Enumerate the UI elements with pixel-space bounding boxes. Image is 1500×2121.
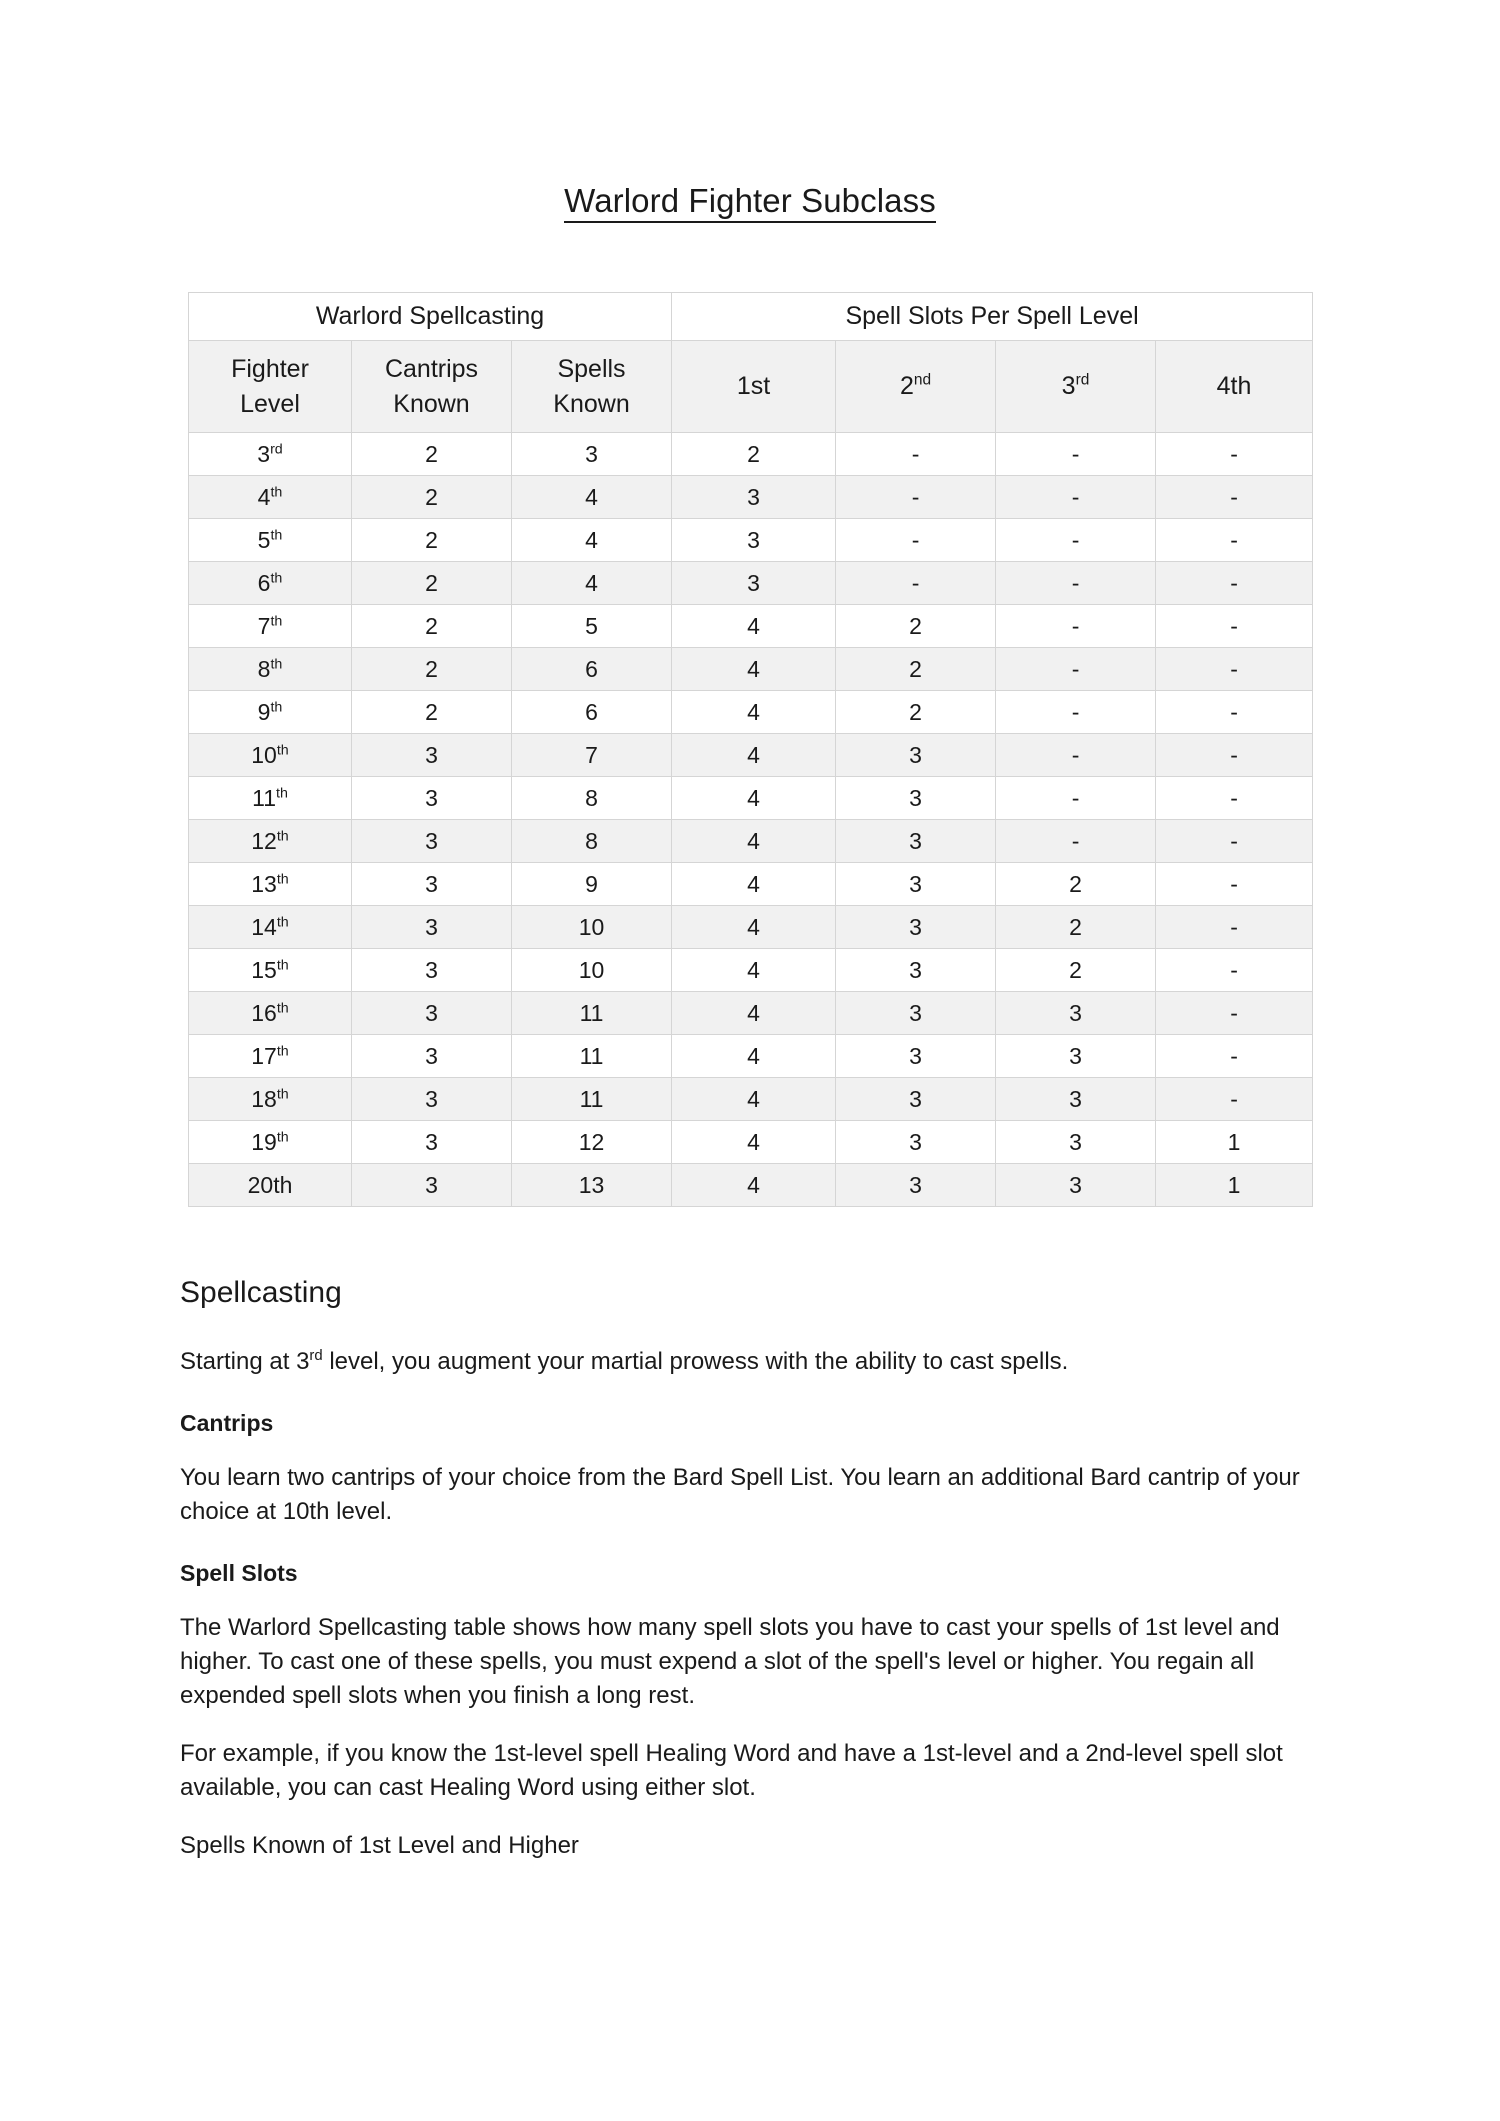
cell-fighter-level bbox=[189, 1078, 352, 1121]
paragraph-spells-known-heading: Spells Known of 1st Level and Higher bbox=[180, 1832, 579, 1860]
cell-slot-1st: 4 bbox=[672, 1164, 836, 1207]
spacer bbox=[180, 1379, 1320, 1409]
table-row bbox=[189, 820, 1313, 863]
cell-fighter-level-number: 17 bbox=[251, 1042, 277, 1069]
cell-slot-3rd: - bbox=[996, 519, 1156, 562]
cell-cantrips-known: 2 bbox=[352, 648, 512, 691]
cell-spells-known: 6 bbox=[512, 648, 672, 691]
paragraph-spell-slots: The Warlord Spellcasting table shows how many spell slots you have to cast your spells of 1st level and higher. To cast one of these spells, you must expend a slot of the spell's level or higher. You regain all expended spell slots when you finish a long rest. bbox=[180, 1614, 1280, 1710]
cell-cantrips-known: 3 bbox=[352, 777, 512, 820]
cell-slot-1st: 4 bbox=[672, 777, 836, 820]
cell-slot-2nd: 2 bbox=[836, 605, 996, 648]
group-header-warlord-spellcasting: Warlord Spellcasting bbox=[189, 293, 672, 341]
cell-cantrips-known: 3 bbox=[352, 863, 512, 906]
table-body bbox=[189, 433, 1313, 1207]
cell-fighter-level-number: 19 bbox=[251, 1128, 277, 1155]
cell-fighter-level bbox=[189, 949, 352, 992]
cell-fighter-level-sup: th bbox=[270, 483, 283, 500]
cell-spells-known: 3 bbox=[512, 433, 672, 476]
cell-spells-known: 4 bbox=[512, 476, 672, 519]
cell-slot-3rd: - bbox=[996, 562, 1156, 605]
cell-slot-1st: 4 bbox=[672, 648, 836, 691]
table-row bbox=[189, 562, 1313, 605]
page-title-text: Warlord Fighter Subclass bbox=[564, 182, 936, 223]
cell-cantrips-known: 2 bbox=[352, 519, 512, 562]
cell-fighter-level-number: 15 bbox=[251, 956, 277, 983]
cell-slot-4th: 1 bbox=[1156, 1121, 1313, 1164]
table-row bbox=[189, 1035, 1313, 1078]
cell-fighter-level-sup: th bbox=[276, 741, 289, 758]
table-row bbox=[189, 863, 1313, 906]
warlord-spellcasting-table bbox=[188, 292, 1313, 1207]
paragraph-spellcasting-intro bbox=[180, 1345, 1320, 1379]
cell-cantrips-known: 3 bbox=[352, 992, 512, 1035]
cell-fighter-level-sup: th bbox=[276, 913, 289, 930]
cell-fighter-level-sup: th bbox=[270, 698, 283, 715]
cell-slot-3rd: - bbox=[996, 648, 1156, 691]
cell-cantrips-known: 3 bbox=[352, 734, 512, 777]
cell-slot-4th: 1 bbox=[1156, 1164, 1313, 1207]
column-header-fighter-level bbox=[189, 341, 352, 433]
cell-fighter-level bbox=[189, 863, 352, 906]
cell-fighter-level bbox=[189, 691, 352, 734]
cell-fighter-level-sup: th bbox=[276, 1042, 289, 1059]
cell-slot-4th: - bbox=[1156, 820, 1313, 863]
cell-fighter-level-sup: th bbox=[270, 655, 283, 672]
cell-slot-1st: 4 bbox=[672, 1035, 836, 1078]
cell-slot-2nd: - bbox=[836, 562, 996, 605]
cell-cantrips-known: 3 bbox=[352, 1121, 512, 1164]
document-body bbox=[180, 1207, 1320, 1863]
cell-fighter-level bbox=[189, 605, 352, 648]
cell-fighter-level-number: 7 bbox=[257, 612, 271, 639]
cell-slot-1st: 4 bbox=[672, 992, 836, 1035]
table-column-header-row bbox=[189, 341, 1313, 433]
cell-slot-1st: 4 bbox=[672, 605, 836, 648]
cell-spells-known: 7 bbox=[512, 734, 672, 777]
table-row bbox=[189, 734, 1313, 777]
cell-slot-2nd: 3 bbox=[836, 949, 996, 992]
cell-fighter-level bbox=[189, 433, 352, 476]
table-row bbox=[189, 476, 1313, 519]
cell-spells-known: 8 bbox=[512, 820, 672, 863]
column-header-slot-2nd-sup: nd bbox=[913, 371, 932, 389]
cell-spells-known: 4 bbox=[512, 562, 672, 605]
cell-spells-known: 10 bbox=[512, 949, 672, 992]
spacer bbox=[180, 1311, 1320, 1345]
cell-slot-4th: - bbox=[1156, 992, 1313, 1035]
section-heading-cantrips: Cantrips bbox=[180, 1410, 274, 1437]
cell-fighter-level-sup: th bbox=[276, 1128, 289, 1145]
table-row bbox=[189, 906, 1313, 949]
cell-slot-3rd: - bbox=[996, 476, 1156, 519]
column-header-cantrips-known bbox=[352, 341, 512, 433]
cell-spells-known: 4 bbox=[512, 519, 672, 562]
cell-slot-2nd: - bbox=[836, 519, 996, 562]
cell-slot-4th: - bbox=[1156, 949, 1313, 992]
cell-fighter-level-number: 18 bbox=[251, 1085, 277, 1112]
cell-slot-1st: 4 bbox=[672, 1078, 836, 1121]
paragraph-spell-slots-example: For example, if you know the 1st-level spell Healing Word and have a 1st-level and a 2nd-level spell slot available, you can cast Healing Word using either slot. bbox=[180, 1740, 1283, 1802]
cell-fighter-level-sup: rd bbox=[270, 440, 283, 457]
cell-fighter-level-sup: th bbox=[276, 827, 289, 844]
column-header-slot-3rd bbox=[996, 341, 1156, 433]
column-header-slot-2nd bbox=[836, 341, 996, 433]
cell-spells-known: 10 bbox=[512, 906, 672, 949]
cell-fighter-level bbox=[189, 1164, 352, 1207]
cell-fighter-level-sup: th bbox=[270, 526, 283, 543]
cell-spells-known: 8 bbox=[512, 777, 672, 820]
cell-slot-3rd: - bbox=[996, 605, 1156, 648]
cell-slot-3rd: 2 bbox=[996, 863, 1156, 906]
table-row bbox=[189, 777, 1313, 820]
cell-slot-4th: - bbox=[1156, 519, 1313, 562]
cell-slot-4th: - bbox=[1156, 863, 1313, 906]
cell-spells-known: 12 bbox=[512, 1121, 672, 1164]
cell-slot-1st: 4 bbox=[672, 820, 836, 863]
cell-cantrips-known: 2 bbox=[352, 562, 512, 605]
cell-slot-3rd: - bbox=[996, 433, 1156, 476]
cell-cantrips-known: 3 bbox=[352, 906, 512, 949]
column-header-spells-known bbox=[512, 341, 672, 433]
cell-fighter-level-number: 9 bbox=[257, 698, 271, 725]
cell-fighter-level-number: 13 bbox=[251, 870, 277, 897]
cell-cantrips-known: 3 bbox=[352, 1078, 512, 1121]
section-heading-spellcasting: Spellcasting bbox=[180, 1276, 342, 1309]
cell-spells-known: 11 bbox=[512, 1035, 672, 1078]
cell-slot-2nd: 3 bbox=[836, 1035, 996, 1078]
column-header-slot-2nd-text: 2 bbox=[899, 372, 914, 401]
cell-slot-3rd: 3 bbox=[996, 1078, 1156, 1121]
cell-slot-3rd: 3 bbox=[996, 1164, 1156, 1207]
spacer bbox=[180, 1529, 1320, 1559]
cell-slot-1st: 4 bbox=[672, 691, 836, 734]
column-header-cantrips-known-line1: Cantrips bbox=[384, 355, 479, 383]
cell-slot-4th: - bbox=[1156, 691, 1313, 734]
cell-cantrips-known: 2 bbox=[352, 433, 512, 476]
cell-fighter-level-number: 4 bbox=[257, 483, 271, 510]
cell-fighter-level bbox=[189, 992, 352, 1035]
cell-slot-4th: - bbox=[1156, 648, 1313, 691]
cell-slot-3rd: - bbox=[996, 777, 1156, 820]
cell-slot-2nd: 3 bbox=[836, 992, 996, 1035]
cell-spells-known: 11 bbox=[512, 1078, 672, 1121]
cell-spells-known: 13 bbox=[512, 1164, 672, 1207]
cell-slot-4th: - bbox=[1156, 906, 1313, 949]
spacer bbox=[180, 1713, 1320, 1737]
cell-slot-3rd: 2 bbox=[996, 949, 1156, 992]
cell-slot-2nd: 3 bbox=[836, 734, 996, 777]
cell-fighter-level-sup: th bbox=[276, 956, 289, 973]
cell-slot-1st: 3 bbox=[672, 519, 836, 562]
cell-fighter-level-number: 3 bbox=[257, 440, 271, 467]
cell-fighter-level bbox=[189, 777, 352, 820]
ordinal-suffix-sup: rd bbox=[309, 1348, 323, 1364]
warlord-spellcasting-table-wrapper bbox=[188, 220, 1312, 1207]
table-row bbox=[189, 648, 1313, 691]
table-row bbox=[189, 949, 1313, 992]
cell-slot-1st: 4 bbox=[672, 1121, 836, 1164]
cell-fighter-level-sup: th bbox=[276, 870, 289, 887]
cell-fighter-level bbox=[189, 820, 352, 863]
cell-fighter-level-sup: th bbox=[276, 999, 289, 1016]
cell-fighter-level bbox=[189, 519, 352, 562]
cell-fighter-level bbox=[189, 476, 352, 519]
cell-slot-2nd: 2 bbox=[836, 648, 996, 691]
cell-slot-2nd: 3 bbox=[836, 1078, 996, 1121]
table-row bbox=[189, 992, 1313, 1035]
spacer bbox=[180, 1589, 1320, 1611]
cell-slot-3rd: - bbox=[996, 734, 1156, 777]
cell-slot-2nd: 3 bbox=[836, 863, 996, 906]
cell-fighter-level-sup: th bbox=[270, 569, 283, 586]
table-row bbox=[189, 1164, 1313, 1207]
cell-fighter-level-number: 12 bbox=[251, 827, 277, 854]
cell-fighter-level-number: 14 bbox=[251, 913, 277, 940]
cell-slot-2nd: 3 bbox=[836, 1164, 996, 1207]
cell-fighter-level-sup: th bbox=[276, 1085, 289, 1102]
spacer bbox=[180, 1439, 1320, 1461]
cell-fighter-level bbox=[189, 734, 352, 777]
cell-slot-1st: 3 bbox=[672, 562, 836, 605]
cell-slot-4th: - bbox=[1156, 1078, 1313, 1121]
column-header-spells-known-line2: Known bbox=[553, 389, 630, 418]
cell-slot-2nd: - bbox=[836, 476, 996, 519]
cell-fighter-level-number: 5 bbox=[257, 526, 271, 553]
page-title bbox=[0, 0, 1500, 220]
cell-fighter-level-number: 20th bbox=[247, 1171, 293, 1198]
cell-slot-1st: 4 bbox=[672, 949, 836, 992]
cell-spells-known: 11 bbox=[512, 992, 672, 1035]
cell-slot-2nd: 3 bbox=[836, 906, 996, 949]
table-row bbox=[189, 1121, 1313, 1164]
cell-fighter-level bbox=[189, 906, 352, 949]
cell-slot-4th: - bbox=[1156, 1035, 1313, 1078]
paragraph-spellcasting-intro-before: Starting at 3 bbox=[180, 1348, 310, 1375]
column-header-slot-1st bbox=[672, 341, 836, 433]
column-header-cantrips-known-line2: Known bbox=[393, 389, 470, 418]
table-row bbox=[189, 1078, 1313, 1121]
cell-slot-2nd: 3 bbox=[836, 777, 996, 820]
table-group-header-row bbox=[189, 293, 1313, 341]
cell-cantrips-known: 3 bbox=[352, 820, 512, 863]
cell-slot-4th: - bbox=[1156, 433, 1313, 476]
cell-slot-1st: 4 bbox=[672, 863, 836, 906]
column-header-spells-known-line1: Spells bbox=[557, 355, 626, 383]
cell-slot-2nd: - bbox=[836, 433, 996, 476]
cell-cantrips-known: 2 bbox=[352, 476, 512, 519]
cell-slot-1st: 4 bbox=[672, 734, 836, 777]
cell-slot-4th: - bbox=[1156, 605, 1313, 648]
cell-fighter-level-number: 16 bbox=[251, 999, 277, 1026]
cell-cantrips-known: 3 bbox=[352, 949, 512, 992]
cell-cantrips-known: 2 bbox=[352, 691, 512, 734]
cell-slot-3rd: - bbox=[996, 820, 1156, 863]
cell-slot-2nd: 3 bbox=[836, 820, 996, 863]
column-header-fighter-level-line1: Fighter bbox=[231, 355, 309, 383]
cell-slot-3rd: 3 bbox=[996, 1035, 1156, 1078]
column-header-fighter-level-line2: Level bbox=[240, 389, 300, 418]
cell-spells-known: 9 bbox=[512, 863, 672, 906]
cell-slot-1st: 3 bbox=[672, 476, 836, 519]
cell-slot-2nd: 3 bbox=[836, 1121, 996, 1164]
cell-fighter-level-sup: th bbox=[276, 784, 288, 801]
cell-spells-known: 5 bbox=[512, 605, 672, 648]
cell-slot-2nd: 2 bbox=[836, 691, 996, 734]
cell-slot-4th: - bbox=[1156, 562, 1313, 605]
cell-slot-3rd: 3 bbox=[996, 1121, 1156, 1164]
cell-slot-3rd: 2 bbox=[996, 906, 1156, 949]
cell-slot-3rd: - bbox=[996, 691, 1156, 734]
cell-cantrips-known: 3 bbox=[352, 1164, 512, 1207]
column-header-slot-1st-text: 1st bbox=[736, 372, 771, 401]
cell-fighter-level bbox=[189, 562, 352, 605]
table-header bbox=[189, 293, 1313, 433]
cell-fighter-level-sup: th bbox=[270, 612, 283, 629]
group-header-spell-slots: Spell Slots Per Spell Level bbox=[672, 293, 1313, 341]
column-header-slot-4th bbox=[1156, 341, 1313, 433]
cell-fighter-level-number: 11 bbox=[252, 784, 276, 811]
paragraph-cantrips: You learn two cantrips of your choice from the Bard Spell List. You learn an additional Bard cantrip of your choice at 10th level. bbox=[180, 1463, 1300, 1526]
cell-fighter-level-number: 6 bbox=[257, 569, 271, 596]
cell-slot-4th: - bbox=[1156, 476, 1313, 519]
cell-fighter-level bbox=[189, 1121, 352, 1164]
cell-slot-1st: 4 bbox=[672, 906, 836, 949]
cell-slot-4th: - bbox=[1156, 734, 1313, 777]
table-row bbox=[189, 605, 1313, 648]
column-header-slot-3rd-sup: rd bbox=[1075, 371, 1090, 389]
cell-spells-known: 6 bbox=[512, 691, 672, 734]
cell-cantrips-known: 2 bbox=[352, 605, 512, 648]
cell-cantrips-known: 3 bbox=[352, 1035, 512, 1078]
spacer bbox=[180, 1805, 1320, 1829]
section-heading-spell-slots: Spell Slots bbox=[180, 1560, 298, 1587]
column-header-slot-3rd-text: 3 bbox=[1061, 372, 1076, 401]
table-row bbox=[189, 519, 1313, 562]
cell-fighter-level bbox=[189, 1035, 352, 1078]
paragraph-spellcasting-intro-after: level, you augment your martial prowess with the ability to cast spells. bbox=[322, 1348, 1069, 1375]
cell-fighter-level-number: 10 bbox=[251, 741, 277, 768]
column-header-slot-4th-text: 4th bbox=[1216, 372, 1252, 401]
cell-fighter-level bbox=[189, 648, 352, 691]
cell-fighter-level-number: 8 bbox=[257, 655, 271, 682]
cell-slot-4th: - bbox=[1156, 777, 1313, 820]
cell-slot-3rd: 3 bbox=[996, 992, 1156, 1035]
cell-slot-1st: 2 bbox=[672, 433, 836, 476]
table-row bbox=[189, 433, 1313, 476]
table-row bbox=[189, 691, 1313, 734]
